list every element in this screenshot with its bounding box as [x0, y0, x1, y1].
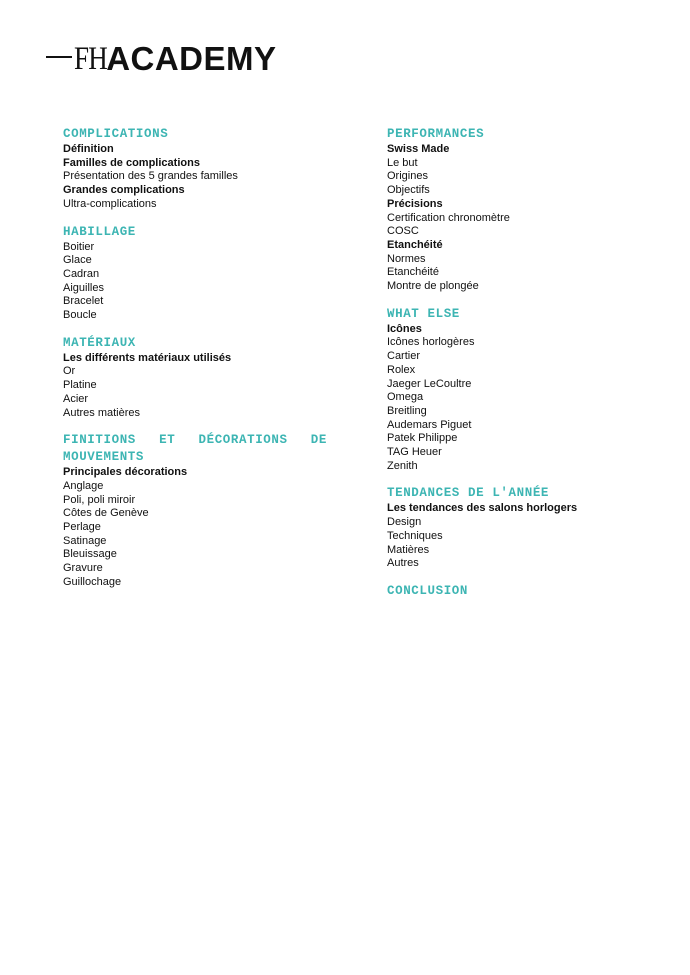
- subheading: Swiss Made: [387, 143, 450, 155]
- list-item: Autres: [387, 557, 419, 570]
- subheading: Les différents matériaux utilisés: [63, 351, 232, 364]
- section-title: WHAT ELSE: [387, 306, 460, 321]
- list-item: Ultra-complications: [63, 197, 157, 210]
- subheading: Icônes: [387, 322, 422, 335]
- list-item: Design: [387, 516, 422, 529]
- logo-academy-text: ACADEMY: [106, 40, 277, 77]
- section-title: PERFORMANCES: [387, 127, 485, 141]
- subheading: Principales décorations: [63, 466, 188, 479]
- list-item: Cadran: [63, 267, 100, 280]
- list-item: Certification chronomètre: [387, 211, 510, 224]
- logo-dash: [46, 56, 72, 58]
- subheading: Définition: [63, 143, 114, 155]
- logo-fh-text: FH: [74, 40, 107, 77]
- list-item: Satinage: [63, 534, 107, 547]
- right-column: [387, 126, 651, 612]
- list-item: Rolex: [387, 363, 416, 376]
- section-title: HABILLAGE: [63, 224, 136, 239]
- list-item: Objectifs: [387, 184, 430, 197]
- list-item: Omega: [387, 391, 424, 404]
- list-item: Matières: [387, 543, 430, 556]
- subheading: Les tendances des salons horlogers: [387, 502, 578, 515]
- left-column: [63, 126, 327, 602]
- list-item: Icônes horlogères: [387, 336, 475, 349]
- section-finitions-et-decorations-de-mouvements: [63, 432, 327, 589]
- section-what-else: [387, 306, 651, 474]
- list-item: Montre de plongée: [387, 280, 479, 293]
- section-habillage: [63, 224, 327, 323]
- list-item: Jaeger LeCoultre: [387, 377, 472, 390]
- list-item: Boitier: [63, 240, 95, 253]
- subheading: Familles de complications: [63, 156, 200, 169]
- list-item: Poli, poli miroir: [63, 493, 136, 506]
- section-tendances-de-l-annee: [387, 485, 651, 571]
- list-item: Boucle: [63, 309, 97, 322]
- list-item: Bracelet: [63, 295, 104, 308]
- list-item: Patek Philippe: [387, 432, 458, 445]
- list-item: Perlage: [63, 521, 101, 534]
- list-item: Le but: [387, 156, 418, 169]
- list-item: Or: [63, 365, 76, 378]
- section-title: TENDANCES DE L'ANNÉE: [387, 486, 550, 501]
- list-item: Bleuissage: [63, 548, 117, 561]
- list-item: Anglage: [63, 479, 104, 492]
- fh-academy-logo: [46, 40, 277, 76]
- section-complications: [63, 126, 327, 212]
- list-item: TAG Heuer: [387, 446, 442, 459]
- list-item: Breitling: [387, 404, 427, 417]
- section-title: FINITIONS ET DÉCORATIONS DE MOUVEMENTS: [63, 433, 327, 465]
- list-item: Côtes de Genève: [63, 507, 149, 520]
- list-item: Etanchéité: [387, 266, 439, 279]
- subheading: Grandes complications: [63, 184, 185, 197]
- list-item: Zenith: [387, 459, 418, 472]
- subheading: Précisions: [387, 197, 443, 210]
- section-title: MATÉRIAUX: [63, 335, 136, 350]
- list-item: COSC: [387, 225, 419, 238]
- list-item: Présentation des 5 grandes familles: [63, 170, 238, 183]
- list-item: Platine: [63, 379, 97, 392]
- list-item: Origines: [387, 170, 428, 183]
- section-title: CONCLUSION: [387, 583, 469, 598]
- list-item: Cartier: [387, 350, 421, 363]
- list-item: Audemars Piguet: [387, 418, 472, 431]
- subheading: Etanchéité: [387, 238, 443, 251]
- section-materiaux: [63, 335, 327, 421]
- list-item: Acier: [63, 392, 89, 405]
- list-item: Guillochage: [63, 575, 122, 588]
- section-title: COMPLICATIONS: [63, 127, 169, 141]
- list-item: Techniques: [387, 529, 443, 542]
- list-item: Aiguilles: [63, 281, 104, 294]
- list-item: Autres matières: [63, 406, 141, 419]
- list-item: Normes: [387, 252, 426, 265]
- list-item: Glace: [63, 254, 92, 267]
- section-performances: [387, 126, 651, 294]
- section-conclusion: [387, 583, 651, 600]
- list-item: Gravure: [63, 562, 103, 575]
